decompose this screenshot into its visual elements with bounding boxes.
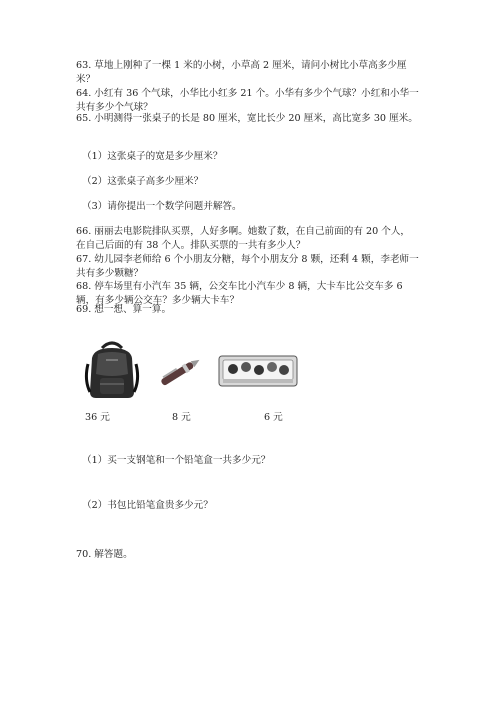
q68-line2: 辆，有多少辆公交车？多少辆大卡车？: [76, 295, 240, 306]
q69-line1: 69. 想一想、算一算。: [76, 304, 172, 315]
q65-line1: 65. 小明测得一张桌子的长是 80 厘米，宽比长少 20 厘米，高比宽多 30 厘米。: [76, 113, 418, 124]
q70-line1: 70. 解答题。: [76, 549, 133, 560]
q66-line2: 在自己后面的有 38 个人。排队买票的一共有多少人？: [76, 240, 306, 251]
q64-line1: 64. 小红有 36 个气球，小华比小红多 21 个。小华有多少个气球？小红和小华一: [76, 88, 419, 99]
pen-price: 8 元: [172, 412, 191, 423]
q63-line1: 63. 草地上刚种了一棵 1 米的小树，小草高 2 厘米，请问小树比小草高多少厘: [76, 60, 407, 71]
q67-line1: 67. 幼儿园李老师给 6 个小朋友分糖，每个小朋友分 8 颗，还剩 4 颗，李老师一: [76, 254, 419, 265]
pencil-case-price: 6 元: [264, 412, 283, 423]
q65-sub1: （1）这张桌子的宽是多少厘米？: [82, 151, 223, 162]
q66-line1: 66. 丽丽去电影院排队买票，人好多啊。她数了数，在自己前面的有 20 个人，: [76, 226, 411, 237]
q65-sub3: （3）请你提出一个数学问题并解答。: [82, 201, 242, 212]
q67-line2: 共有多少颗糖？: [76, 268, 144, 279]
pen-icon: [155, 355, 207, 389]
q69-sub2: （2）书包比铅笔盒贵多少元？: [82, 500, 213, 511]
q65-sub2: （2）这张桌子高多少厘米？: [82, 176, 204, 187]
q68-line1: 68. 停车场里有小汽车 35 辆，公交车比小汽车少 8 辆，大卡车比公交车多 6: [76, 281, 403, 292]
q63-line2: 米？: [76, 74, 96, 85]
pencil-case-icon: [217, 352, 299, 388]
q69-sub1: （1）买一支钢笔和一个铅笔盒一共多少元？: [82, 455, 271, 466]
backpack-price: 36 元: [85, 412, 110, 423]
backpack-icon: [84, 340, 140, 400]
q64-line2: 共有多少个气球？: [76, 102, 153, 113]
